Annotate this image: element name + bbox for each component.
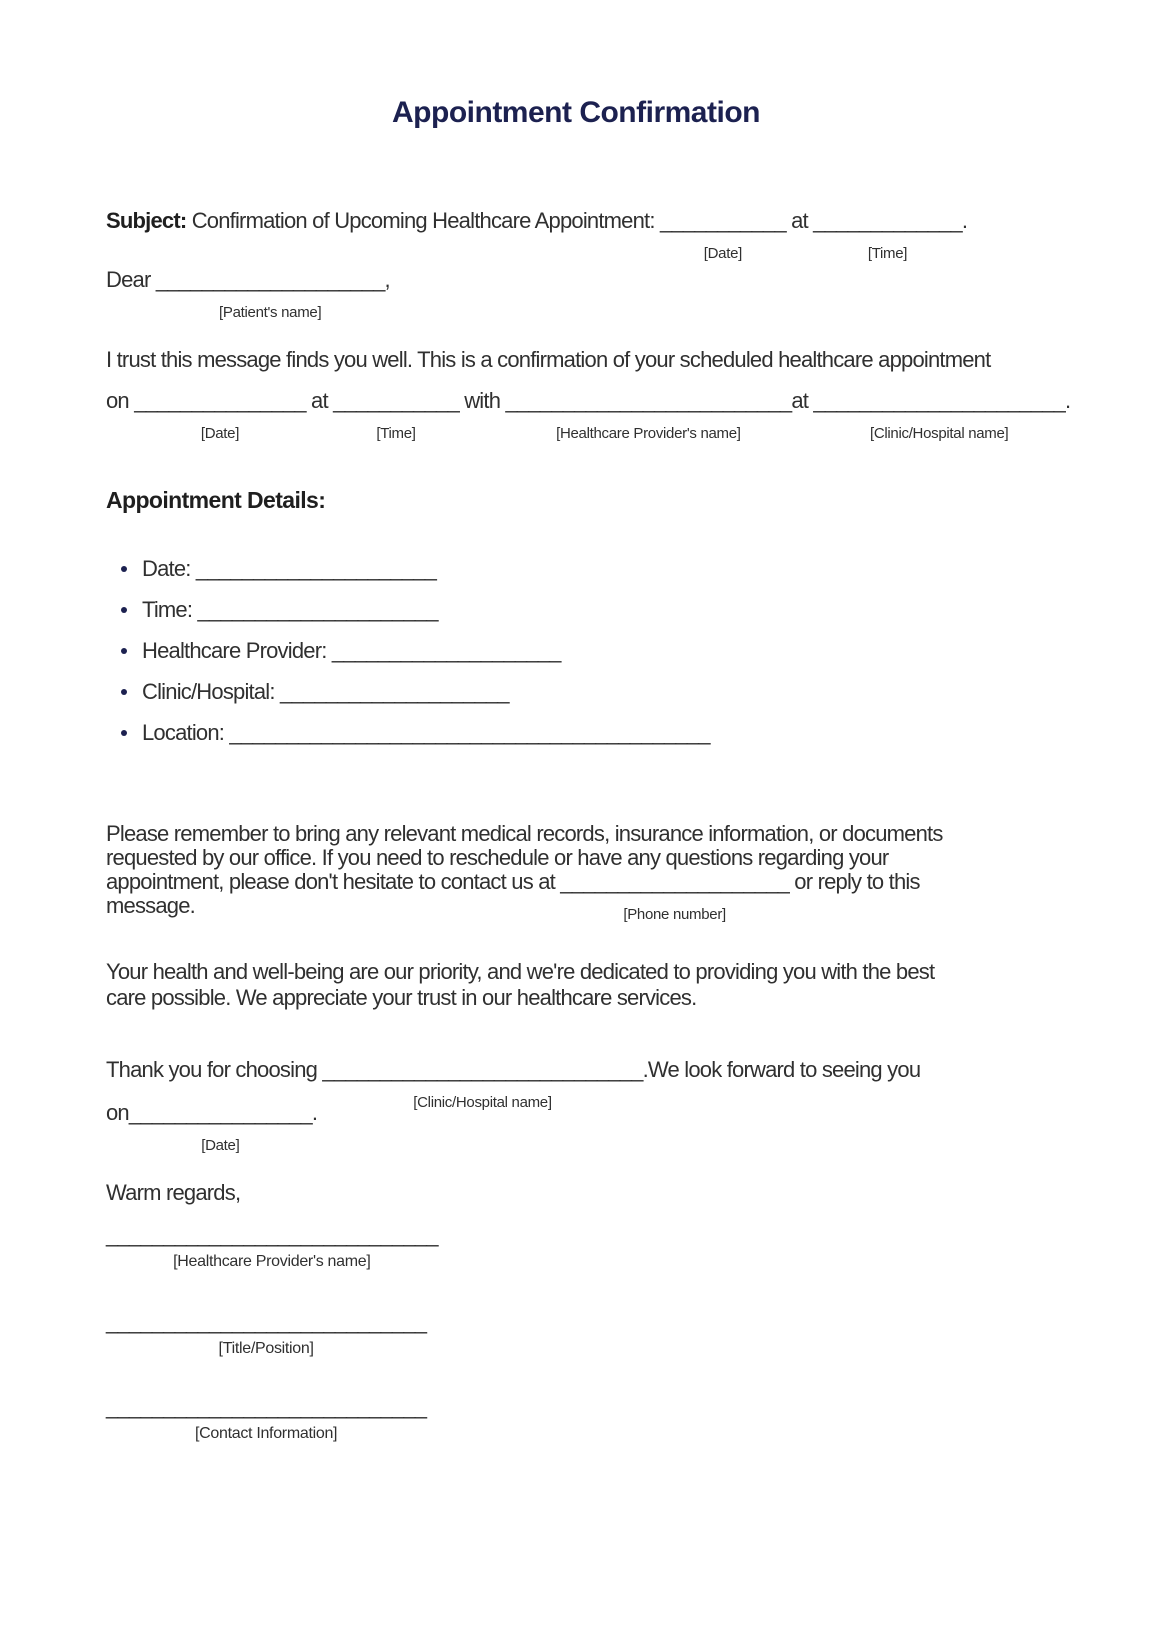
closing-line-1: Your health and well-being are our priority, and we're dedicated to providing you with the best bbox=[106, 959, 935, 984]
salutation-comma: , bbox=[384, 267, 390, 292]
date-hint-label: [Date] bbox=[703, 245, 743, 262]
thanks-line-1 bbox=[106, 1057, 921, 1111]
signature-block-title bbox=[106, 1309, 426, 1358]
phone-hint-label: [Phone number] bbox=[623, 906, 726, 923]
clinic-name-blank-2 bbox=[322, 1057, 643, 1111]
signature-block-provider bbox=[106, 1222, 438, 1271]
thanks-text-2: .We look forward to seeing you bbox=[642, 1057, 921, 1082]
detail-item-clinic bbox=[106, 679, 710, 705]
salutation-text: Dear bbox=[106, 267, 156, 292]
detail-item-date bbox=[106, 556, 710, 582]
blank-underscores: ____________________________ bbox=[322, 1057, 643, 1082]
detail-label: Date: bbox=[142, 556, 196, 581]
appointment-time-blank bbox=[333, 388, 459, 442]
signature-line: ____________________________ bbox=[106, 1394, 427, 1419]
subject-period: . bbox=[961, 208, 968, 233]
bullet-dot-icon bbox=[121, 730, 127, 736]
blank-underscores: ____________________ bbox=[331, 638, 561, 663]
patient-name-blank bbox=[155, 267, 385, 321]
blank-underscores: ____________________ bbox=[155, 267, 385, 292]
thanks-period: . bbox=[311, 1100, 318, 1125]
intro-with-text: with bbox=[458, 388, 506, 413]
provider-name-blank bbox=[505, 388, 792, 442]
subject-time-blank bbox=[813, 208, 962, 262]
reminder-line-4: message. bbox=[106, 893, 195, 918]
appointment-details-heading: Appointment Details: bbox=[106, 487, 326, 513]
signature-line: ____________________________ bbox=[106, 1309, 427, 1334]
subject-text: Confirmation of Upcoming Healthcare Appointment: bbox=[186, 208, 660, 233]
date-hint-label: [Date] bbox=[200, 425, 240, 442]
date-hint-label: [Date] bbox=[201, 1137, 240, 1154]
reminder-line-2: requested by our office. If you need to reschedule or have any questions regarding your bbox=[106, 845, 889, 870]
clinic-hint-label: [Clinic/Hospital name] bbox=[413, 1094, 552, 1111]
detail-label: Clinic/Hospital: bbox=[142, 679, 281, 704]
contact-info-hint-label: [Contact Information] bbox=[194, 1425, 338, 1442]
bullet-dot-icon bbox=[121, 566, 127, 572]
time-hint-label: [Time] bbox=[376, 425, 416, 442]
provider-hint-label: [Healthcare Provider's name] bbox=[556, 425, 741, 442]
bullet-dot-icon bbox=[121, 648, 127, 654]
blank-underscores: __________________________________________ bbox=[229, 720, 710, 745]
thanks-on-text: on bbox=[106, 1100, 129, 1125]
bullet-dot-icon bbox=[121, 689, 127, 695]
clinic-name-blank bbox=[813, 388, 1065, 442]
closing-line-2: care possible. We appreciate your trust in our healthcare services. bbox=[106, 985, 697, 1010]
document-title: Appointment Confirmation bbox=[392, 96, 760, 129]
detail-item-provider bbox=[106, 638, 710, 664]
blank-underscores: _____________________ bbox=[195, 556, 437, 581]
blank-underscores: ____________________ bbox=[280, 679, 509, 704]
intro-at2-text: at bbox=[791, 388, 814, 413]
detail-item-location bbox=[106, 720, 710, 746]
blank-underscores: ________________ bbox=[128, 1100, 312, 1125]
bullet-dot-icon bbox=[121, 607, 127, 613]
detail-label: Healthcare Provider: bbox=[142, 638, 332, 663]
intro-line-1: I trust this message finds you well. This is a confirmation of your scheduled healthcare appointment bbox=[106, 347, 991, 372]
reminder-line-3-end: or reply to this bbox=[788, 869, 920, 894]
reminder-line-3: appointment, please don't hesitate to contact us at bbox=[106, 869, 561, 894]
subject-label: Subject: bbox=[106, 208, 187, 233]
subject-line bbox=[106, 208, 968, 262]
time-hint-label: [Time] bbox=[867, 245, 908, 262]
intro-line-2 bbox=[106, 388, 1071, 442]
clinic-hint-label: [Clinic/Hospital name] bbox=[869, 425, 1009, 442]
blank-underscores: _________________________ bbox=[505, 388, 792, 413]
blank-underscores: _____________________ bbox=[197, 597, 438, 622]
thanks-text: Thank you for choosing bbox=[106, 1057, 323, 1082]
blank-underscores: ______________________ bbox=[813, 388, 1065, 413]
reminder-paragraph bbox=[106, 821, 943, 923]
details-list bbox=[106, 556, 710, 761]
reminder-line-1: Please remember to bring any relevant medical records, insurance information, or documents bbox=[106, 821, 943, 846]
subject-date-blank bbox=[660, 208, 786, 262]
intro-on-text: on bbox=[106, 388, 135, 413]
detail-item-time bbox=[106, 597, 710, 623]
thanks-line-2 bbox=[106, 1100, 318, 1154]
provider-hint-label: [Healthcare Provider's name] bbox=[173, 1253, 371, 1270]
blank-underscores: ___________ bbox=[333, 388, 459, 413]
patient-name-hint-label: [Patient's name] bbox=[219, 304, 322, 321]
blank-underscores: _______________ bbox=[134, 388, 306, 413]
blank-underscores: _____________ bbox=[813, 208, 962, 233]
blank-underscores: ___________ bbox=[660, 208, 786, 233]
signature-line: _____________________________ bbox=[106, 1222, 438, 1247]
intro-period: . bbox=[1064, 388, 1071, 413]
detail-label: Time: bbox=[142, 597, 198, 622]
salutation-line bbox=[106, 267, 390, 321]
closing-paragraph bbox=[106, 959, 934, 1011]
signoff-line: Warm regards, bbox=[106, 1180, 241, 1205]
signature-block-contact bbox=[106, 1394, 426, 1443]
phone-number-blank bbox=[560, 869, 789, 923]
blank-underscores: ____________________ bbox=[560, 869, 789, 894]
title-position-hint-label: [Title/Position] bbox=[218, 1340, 314, 1357]
intro-at-text: at bbox=[305, 388, 334, 413]
appointment-date-blank bbox=[134, 388, 306, 442]
date-blank-2 bbox=[128, 1100, 312, 1154]
detail-label: Location: bbox=[142, 720, 230, 745]
subject-at-text: at bbox=[785, 208, 814, 233]
